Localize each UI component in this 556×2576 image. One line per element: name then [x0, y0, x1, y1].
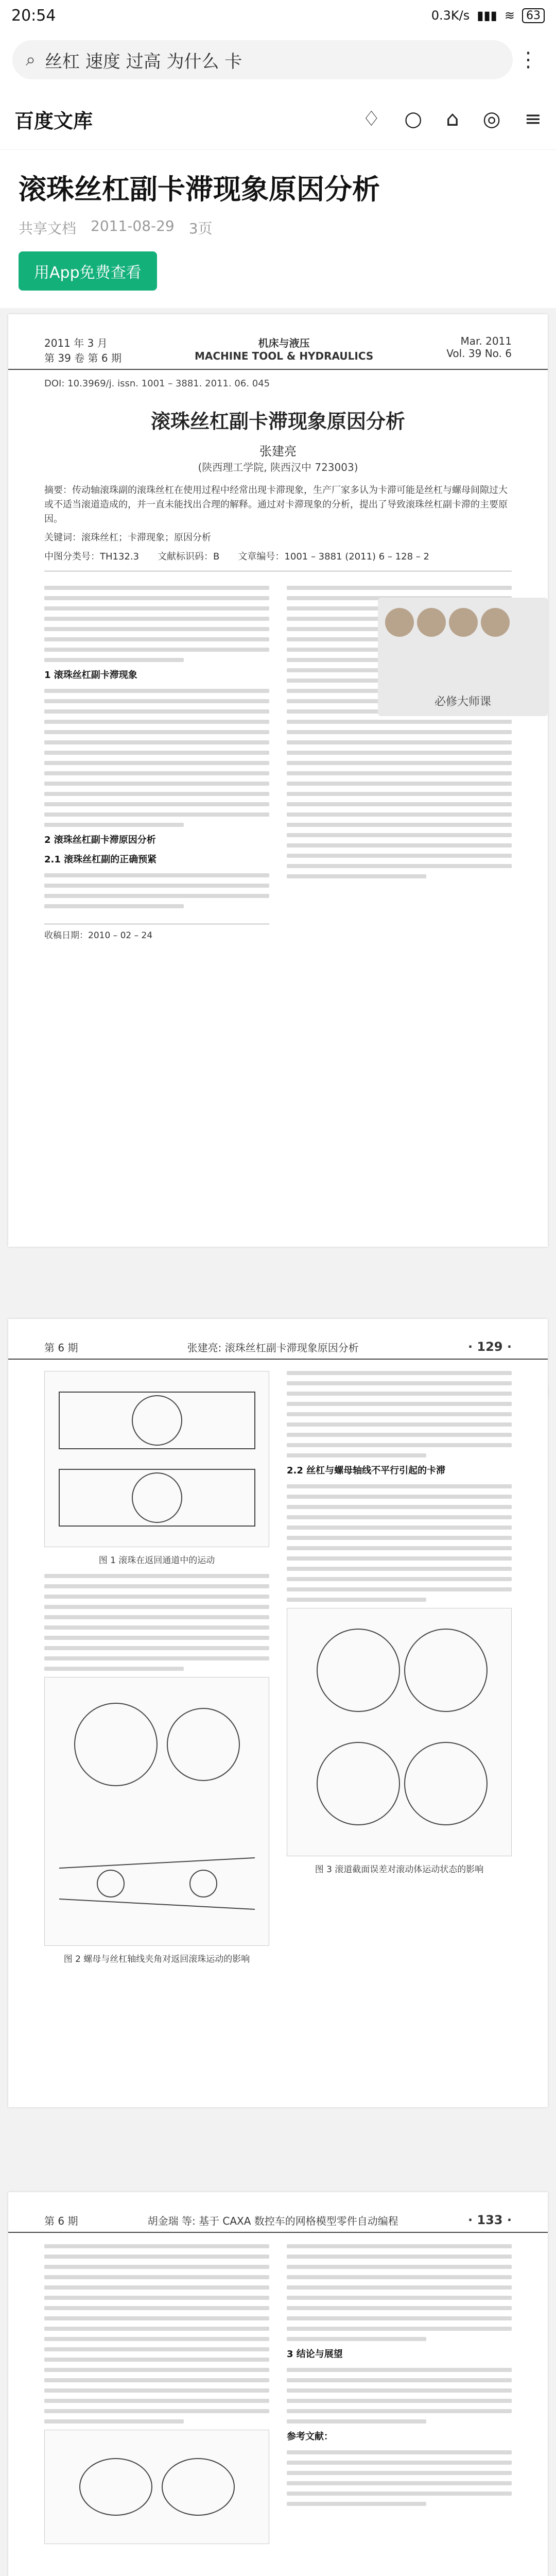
doi: DOI: 10.3969/j. issn. 1001 – 3881. 2011. 06. 045 [44, 378, 270, 389]
right-column [287, 2238, 512, 2550]
document-page-1 [8, 314, 548, 1247]
figure-3 [287, 1608, 512, 1856]
document-page-2 [8, 1319, 548, 2107]
abstract: 摘要：传动轴滚珠副的滚珠丝杠在使用过程中经常出现卡滞现象，生产厂家多认为卡滞可能是丝杠与螺母间隙过大或不适当滚道造成的，并一直未能找出合理的解释。通过对卡滞现象的分析，提出了导致滚珠丝杠副卡滞的主要原因。 [44, 485, 508, 524]
affiliation: (陕西理工学院, 陕西汉中 723003) [198, 461, 358, 473]
text-block [44, 873, 269, 908]
status-icons [431, 8, 545, 23]
app-bar-icons [362, 107, 542, 131]
doc-code: 文献标识码：B [158, 551, 220, 562]
section-heading: 2 滚珠丝杠副卡滞原因分析 [44, 835, 156, 845]
paper-title: 滚珠丝杠副卡滞现象原因分析 [150, 410, 405, 433]
ad-face [385, 608, 414, 637]
open-app-button[interactable]: 用App免费查看 [19, 251, 157, 291]
search-icon[interactable]: ○ [404, 107, 423, 131]
page-running-title: 胡金瑞 等: 基于 CAXA 数控车的网格模型零件自动编程 [147, 2215, 398, 2227]
ad-faces [378, 598, 548, 647]
text-block [44, 1574, 269, 1671]
battery-icon: 63 [522, 8, 545, 23]
journal-volume: Mar. 2011 Vol. 39 No. 6 [446, 335, 512, 360]
search-query: 丝杠 速度 过高 为什么 卡 [45, 51, 242, 72]
classification [44, 547, 512, 571]
page-number: · 133 · [467, 2213, 512, 2227]
page-issue: 第 6 期 [44, 2215, 78, 2227]
search-icon: ⌕ [26, 49, 36, 70]
browser-search-bar [0, 31, 556, 89]
article-number: 文章编号：1001 – 3881 (2011) 6 – 128 – 2 [238, 551, 429, 562]
ad-banner[interactable] [378, 598, 548, 716]
references-list [287, 2450, 512, 2506]
text-block [287, 1484, 512, 1602]
doc-pages: 3页 [188, 220, 213, 237]
signal-icon: ▮▮▮ [477, 8, 497, 23]
page-header [8, 1319, 548, 1360]
text-block [287, 2368, 512, 2424]
footnote: 收稿日期：2010 – 02 – 24 [44, 924, 269, 943]
page-issue: 第 6 期 [44, 1342, 78, 1354]
references-heading: 参考文献： [287, 2431, 333, 2442]
left-column [44, 1365, 269, 1972]
body-columns [8, 1365, 548, 1972]
wifi-icon: ≋ [504, 8, 515, 23]
ad-label: 必修大师课 [434, 696, 491, 708]
text-block [44, 689, 269, 827]
doc-header [0, 150, 556, 308]
figure-caption: 图 3 滚道截面误差对滚动体运动状态的影响 [315, 1865, 484, 1875]
figure-1 [44, 1371, 269, 1547]
figure-caption: 图 2 螺母与丝杠轴线夹角对返回滚珠运动的影响 [63, 1954, 250, 1964]
page-running-title: 张建亮: 滚珠丝杠副卡滞现象原因分析 [187, 1342, 359, 1354]
menu-icon[interactable]: ≡ [524, 107, 542, 131]
keywords: 关键词：滚珠丝杠；卡滞现象；原因分析 [44, 532, 211, 543]
document-page-3 [8, 2192, 548, 2576]
subsection-heading: 2.1 滚珠丝杠副的正确预紧 [44, 854, 157, 865]
ad-face [449, 608, 478, 637]
figure-3-drawing [291, 1614, 508, 1851]
more-options-icon[interactable]: ⋮ [518, 48, 538, 72]
figure-caption: 图 1 滚珠在返回通道中的运动 [98, 1555, 215, 1566]
page-number: · 129 · [467, 1340, 512, 1354]
tag-icon[interactable]: ⌂ [446, 107, 459, 131]
figure-drawing [54, 2435, 260, 2538]
vip-icon[interactable]: ♢ [362, 107, 381, 131]
text-block [287, 1371, 512, 1458]
doc-source: 共享文档 [19, 220, 77, 237]
figure-2-drawing [49, 1683, 265, 1940]
text-block [287, 2244, 512, 2341]
page-header [8, 314, 548, 370]
app-bar [0, 89, 556, 150]
clc-number: 中图分类号：TH132.3 [44, 551, 140, 562]
journal-issue: 2011 年 3 月 第 39 卷 第 6 期 [44, 337, 121, 364]
body-columns [8, 2238, 548, 2550]
left-column [44, 2238, 269, 2550]
left-column [44, 580, 269, 943]
ad-face [417, 608, 446, 637]
author: 张建亮 [259, 444, 297, 459]
subsection-heading: 2.2 丝杠与螺母轴线不平行引起的卡滞 [287, 1465, 446, 1476]
search-input[interactable] [12, 40, 513, 79]
text-block [44, 586, 269, 662]
brand-logo[interactable]: 百度文库 [14, 109, 93, 132]
section-heading: 3 结论与展望 [287, 2349, 343, 2360]
text-block [44, 2244, 269, 2424]
doc-title: 滚珠丝杠副卡滞现象原因分析 [19, 173, 380, 206]
figure-1-drawing [49, 1377, 265, 1541]
page-header [8, 2192, 548, 2233]
figure [44, 2430, 269, 2544]
doc-date: 2011-08-29 [91, 217, 175, 234]
right-column [287, 1365, 512, 1972]
figure-2 [44, 1677, 269, 1946]
section-heading: 1 滚珠丝杠副卡滞现象 [44, 670, 137, 681]
avatar-icon[interactable]: ◎ [482, 107, 501, 131]
network-speed: 0.3K/s [431, 8, 470, 23]
ad-face [481, 608, 510, 637]
status-time: 20:54 [11, 6, 56, 25]
journal-name: 机床与液压 MACHINE TOOL & HYDRAULICS [194, 337, 374, 362]
doc-meta [19, 217, 537, 238]
status-bar [0, 0, 556, 31]
